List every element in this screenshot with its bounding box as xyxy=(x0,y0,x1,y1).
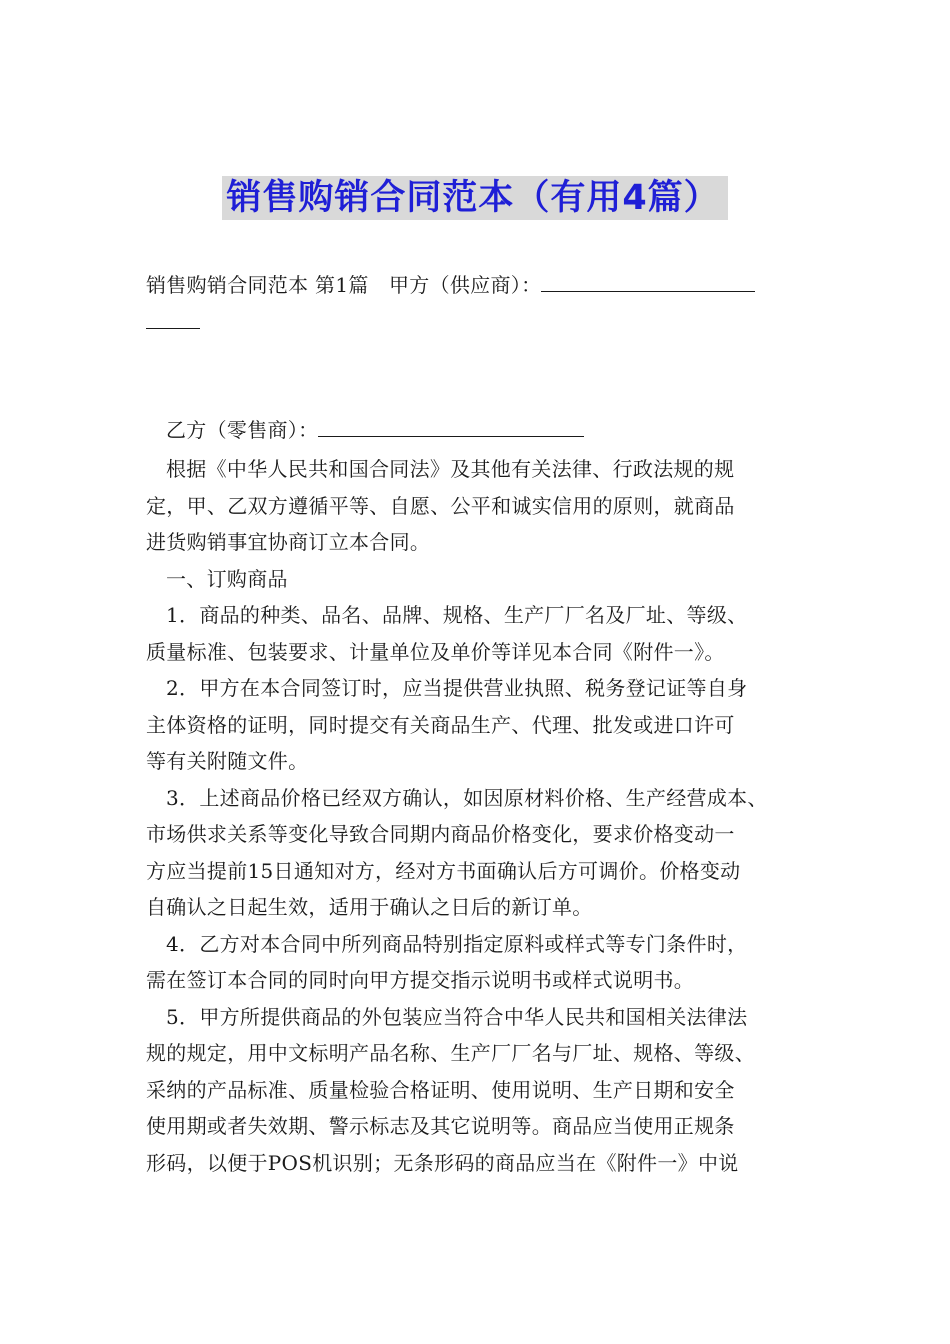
party-a-block xyxy=(146,267,810,340)
party-b-line xyxy=(146,412,810,449)
party-a-blank-continuation xyxy=(146,304,810,341)
clause-line: 5．甲方所提供商品的外包装应当符合中华人民共和国相关法律法 xyxy=(166,1004,748,1029)
title-container xyxy=(0,176,950,220)
clause-line: 方应当提前15日通知对方，经对方书面确认后方可调价。价格变动 xyxy=(146,858,741,883)
clause-5 xyxy=(146,999,810,1182)
party-a-blank xyxy=(541,269,755,292)
intro-paragraph xyxy=(146,451,810,561)
clause-1 xyxy=(146,597,810,670)
intro-line: 定，甲、乙双方遵循平等、自愿、公平和诚实信用的原则，就商品 xyxy=(146,493,735,518)
clause-line: 需在签订本合同的同时向甲方提交指示说明书或样式说明书。 xyxy=(146,968,695,992)
document-title: 销售购销合同范本（有用4篇） xyxy=(222,176,727,220)
clause-4 xyxy=(146,926,810,999)
clause-line: 采纳的产品标准、质量检验合格证明、使用说明、生产日期和安全 xyxy=(146,1077,735,1102)
clause-line: 质量标准、包装要求、计量单位及单价等详见本合同《附件一》。 xyxy=(146,639,725,664)
party-b-blank xyxy=(318,414,584,437)
party-a-label: 销售购销合同范本 第1篇 甲方（供应商）： xyxy=(146,273,542,297)
clause-line: 主体资格的证明，同时提交有关商品生产、代理、批发或进口许可 xyxy=(146,712,735,737)
party-a-line xyxy=(146,267,810,304)
party-b-label: 乙方（零售商）： xyxy=(166,418,319,442)
clause-line: 市场供求关系等变化导致合同期内商品价格变化，要求价格变动一 xyxy=(146,822,735,846)
clause-line: 等有关附随文件。 xyxy=(146,749,309,773)
clause-2 xyxy=(146,670,810,780)
clause-line: 形码，以便于POS机识别；无条形码的商品应当在《附件一》中说 xyxy=(146,1150,739,1175)
contract-body xyxy=(146,451,810,1181)
party-a-blank-2 xyxy=(146,306,200,329)
party-b-block xyxy=(146,412,810,449)
section-heading: 一、订购商品 xyxy=(166,566,288,591)
intro-line: 根据《中华人民共和国合同法》及其他有关法律、行政法规的规 xyxy=(166,457,735,481)
clause-line: 2．甲方在本合同签订时，应当提供营业执照、税务登记证等自身 xyxy=(166,676,748,700)
clause-line: 4．乙方对本合同中所列商品特别指定原料或样式等专门条件时， xyxy=(166,931,748,956)
clause-3 xyxy=(146,780,810,926)
clause-line: 1．商品的种类、品名、品牌、规格、生产厂厂名及厂址、等级、 xyxy=(166,603,748,627)
intro-line: 进货购销事宜协商订立本合同。 xyxy=(146,530,431,554)
clause-line: 规的规定，用中文标明产品名称、生产厂厂名与厂址、规格、等级、 xyxy=(146,1041,755,1065)
clause-line: 3．上述商品价格已经双方确认，如因原材料价格、生产经营成本、 xyxy=(166,785,768,810)
clause-line: 自确认之日起生效，适用于确认之日后的新订单。 xyxy=(146,895,593,919)
clause-line: 使用期或者失效期、警示标志及其它说明等。商品应当使用正规条 xyxy=(146,1114,735,1138)
